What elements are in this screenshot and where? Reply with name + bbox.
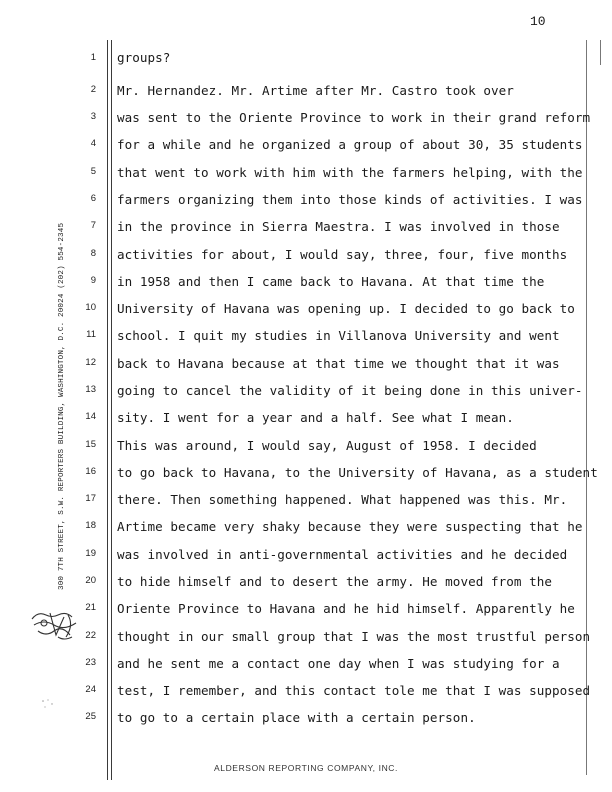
transcript-line: there. Then something happened. What happened was this. Mr.: [117, 492, 568, 507]
transcript-line: Mr. Hernandez. Mr. Artime after Mr. Castro took over: [117, 83, 514, 98]
line-number: 8: [90, 248, 96, 259]
line-number: 5: [90, 166, 96, 177]
margin-rule-right-top: [600, 40, 601, 65]
line-number: 15: [85, 439, 96, 450]
line-number: 1: [90, 52, 96, 63]
line-number: 21: [85, 602, 96, 613]
line-number: 6: [90, 193, 96, 204]
transcript-line: going to cancel the validity of it being done in this univer-: [117, 383, 583, 398]
transcript-line: in 1958 and then I came back to Havana. At that time the: [117, 274, 545, 289]
line-number: 25: [85, 711, 96, 722]
reporter-stamp-icon: [28, 605, 90, 649]
transcript-line: for a while and he organized a group of about 30, 35 students: [117, 137, 583, 152]
transcript-line: groups?: [117, 50, 171, 65]
line-number: 12: [85, 357, 96, 368]
transcript-line: in the province in Sierra Maestra. I was involved in those: [117, 219, 560, 234]
transcript-line: Oriente Province to Havana and he hid himself. Apparently he: [117, 601, 575, 616]
line-number: 14: [85, 411, 96, 422]
line-number: 16: [85, 466, 96, 477]
margin-rule-left-inner: [111, 40, 112, 780]
transcript-line: thought in our small group that I was the most trustful person: [117, 629, 591, 644]
transcript-line: This was around, I would say, August of 1958. I decided: [117, 438, 537, 453]
line-number: 3: [90, 111, 96, 122]
reporter-address-vertical: 300 7TH STREET, S.W. REPORTERS BUILDING, WASHINGTON, D.C. 20024 (202) 554-2345: [58, 222, 66, 590]
transcript-line: that went to work with him with the farmers helping, with the: [117, 165, 583, 180]
transcript-line: test, I remember, and this contact tole me that I was supposed: [117, 683, 591, 698]
line-number: 17: [85, 493, 96, 504]
transcript-line: Artime became very shaky because they were suspecting that he: [117, 519, 583, 534]
line-number: 24: [85, 684, 96, 695]
transcript-line: activities for about, I would say, three, four, five months: [117, 247, 568, 262]
line-number: 20: [85, 575, 96, 586]
margin-rule-right: [586, 40, 587, 775]
transcript-line: was sent to the Oriente Province to work in their grand reform: [117, 110, 591, 125]
scan-speck-icon: [40, 698, 56, 710]
transcript-line: school. I quit my studies in Villanova University and went: [117, 328, 560, 343]
line-number: 10: [85, 302, 96, 313]
transcript-line: farmers organizing them into those kinds of activities. I was: [117, 192, 583, 207]
transcript-line: was involved in anti-governmental activities and he decided: [117, 547, 568, 562]
line-number: 19: [85, 548, 96, 559]
transcript-line: back to Havana because at that time we thought that it was: [117, 356, 560, 371]
line-number: 7: [90, 220, 96, 231]
transcript-line: sity. I went for a year and a half. See what I mean.: [117, 410, 514, 425]
transcript-line: to go to a certain place with a certain person.: [117, 710, 476, 725]
page-footer: ALDERSON REPORTING COMPANY, INC.: [213, 763, 399, 773]
transcript-line: to hide himself and to desert the army. He moved from the: [117, 574, 553, 589]
page-number: 10: [530, 14, 546, 29]
transcript-line: to go back to Havana, to the University of Havana, as a student: [117, 465, 598, 480]
line-number: 9: [90, 275, 96, 286]
line-number: 22: [85, 630, 96, 641]
margin-rule-left-outer: [107, 40, 108, 780]
line-number: 2: [90, 84, 96, 95]
line-number: 18: [85, 520, 96, 531]
line-number: 11: [86, 329, 96, 340]
line-number: 23: [85, 657, 96, 668]
transcript-line: and he sent me a contact one day when I was studying for a: [117, 656, 560, 671]
line-number: 4: [90, 138, 96, 149]
line-number: 13: [85, 384, 96, 395]
transcript-line: University of Havana was opening up. I decided to go back to: [117, 301, 575, 316]
